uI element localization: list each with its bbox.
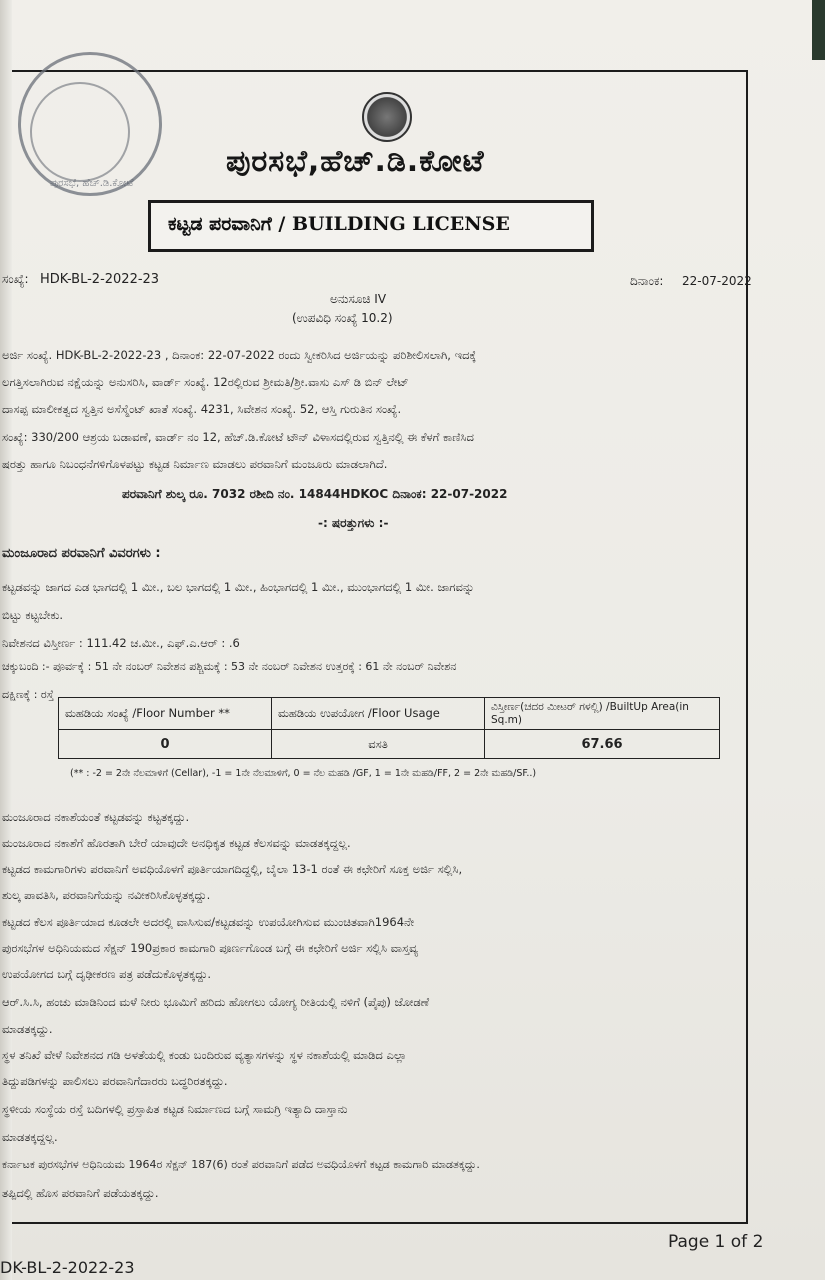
seal-text: ಪುರಸಭೆ, ಹೆಚ್.ಡಿ.ಕೋಟೆ [50,178,134,189]
page-number: Page 1 of 2 [668,1232,764,1252]
table-header: ವಿಸ್ತೀರ್ಣ(ಚದರ ಮೀಟರ್ ಗಳಲ್ಲಿ) /BuiltUp Area(in Sq.m) [485,698,720,730]
details-heading: ಮಂಜೂರಾದ ಪರವಾನಿಗೆ ವಿವರಗಳು : [2,546,161,561]
builtup-area: 67.66 [485,730,720,759]
floor-table-note: (** : -2 = 2ನೇ ನೆಲಮಾಳಿಗೆ (Cellar), -1 = 1ನೇ ನೆಲಮಾಳಿಗೆ, 0 = ನೆಲ ಮಹಡಿ /GF, 1 = 1ನೇ ಮಹಡಿ/FF, 2 = 2ನೇ ಮಹಡಿ/SF..) [70,768,537,779]
table-header: ಮಹಡಿಯ ಸಂಖ್ಯೆ /Floor Number ** [59,698,272,730]
condition-line: ಕಟ್ಟಡದ ಕೆಲಸ ಪೂರ್ತಿಯಾದ ಕೂಡಲೇ ಅದರಲ್ಲಿ ವಾಸಿಸುವ/ಕಟ್ಟಡವನ್ನು ಉಪಯೋಗಿಸುವ ಮುಂಚಿತವಾಗಿ1964ನೇ [2,915,415,929]
table-header-row [59,698,720,730]
table-row [59,730,720,759]
condition-line: ಮಾಡತಕ್ಕದ್ದು. [2,1022,53,1036]
condition-line: ಮಾಡತಕ್ಕದ್ದಲ್ಲ. [2,1130,58,1144]
conditions-heading: -: ಷರತ್ತುಗಳು :- [318,516,389,530]
footer-doc-id: DK-BL-2-2022-23 [0,1258,135,1277]
condition-line: ತಿದ್ದುಪಡಿಗಳನ್ನು ಪಾಲಿಸಲು ಪರವಾನಿಗೆದಾರರು ಬದ್ಧರಿರತಕ್ಕದ್ದು. [2,1074,228,1088]
condition-line: ಉಪಯೋಗದ ಬಗ್ಗೆ ದೃಢೀಕರಣ ಪತ್ರ ಪಡೆದುಕೊಳ್ಳತಕ್ಕದ್ದು. [2,967,212,981]
office-seal-inner-ring [30,82,130,182]
floor-number: 0 [59,730,272,759]
condition-line: ಶುಲ್ಕ ಪಾವತಿಸಿ, ಪರವಾನಿಗೆಯನ್ನು ನವೀಕರಿಸಿಕೊಳ್ಳತಕ್ಕದ್ದು. [2,888,211,902]
body-line: ಸಂಖ್ಯೆ: 330/200 ಆಶ್ರಯ ಬಡಾವಣೆ, ವಾರ್ಡ್ ನಂ 12, ಹೆಚ್.ಡಿ.ಕೋಟೆ ಟೌನ್ ವಿಳಾಸದಲ್ಲಿರುವ ಸ್ವತ್ತಿನಲ್ಲಿ ಈ ಕೆಳಗೆ ಕಾಣಿಸಿದ [2,430,474,444]
condition-line: ಸ್ಥಳ ತನಿಖೆ ವೇಳೆ ನಿವೇಶನದ ಗಡಿ ಅಳತೆಯಲ್ಲಿ ಕಂಡು ಬಂದಿರುವ ವ್ಯತ್ಯಾಸಗಳನ್ನು ಸ್ಥಳ ನಕಾಶೆಯಲ್ಲಿ ಮಾಡಿದ ಎಲ್ಲಾ [2,1048,407,1062]
body-line: ಲಗತ್ತಿಸಲಾಗಿರುವ ನಕ್ಷೆಯನ್ನು ಅನುಸರಿಸಿ, ವಾರ್ಡ್ ಸಂಖ್ಯೆ. 12ರಲ್ಲಿರುವ ಶ್ರೀಮತಿ/ಶ್ರೀ.ವಾಸು ಎಸ್ ಡಿ ಬಿನ್ ಲೇಟ್ [2,375,409,389]
condition-line: ತಪ್ಪಿದಲ್ಲಿ ಹೊಸ ಪರವಾನಿಗೆ ಪಡೆಯತಕ್ಕದ್ದು. [2,1186,159,1200]
municipality-title: ಪುರಸಭೆ,ಹೆಚ್.ಡಿ.ಕೋಟೆ [226,144,485,179]
license-title: ಕಟ್ಟಡ ಪರವಾನಿಗೆ / BUILDING LICENSE [168,213,510,235]
floor-details-table [58,697,720,759]
schedule-title: ಅನುಸೂಚಿ IV [330,292,387,306]
site-area: ನಿವೇಶನದ ವಿಸ್ತೀರ್ಣ : 111.42 ಚ.ಮೀ., ಎಫ್.ಎ.ಆರ್ : .6 [2,636,240,650]
body-line: ದಾಸಪ್ಪ ಮಾಲೀಕತ್ವದ ಸ್ವತ್ತಿನ ಅಸೆಸ್ಮೆಂಟ್ ಖಾತೆ ಸಂಖ್ಯೆ. 4231, ಸಿವೇಶನ ಸಂಖ್ಯೆ. 52, ಆಸ್ತಿ ಗುರುತಿನ ಸಂಖ್ಯೆ. [2,402,402,416]
setback-line: ಕಟ್ಟಡವನ್ನು ಜಾಗದ ಎಡ ಭಾಗದಲ್ಲಿ 1 ಮೀ., ಬಲ ಭಾಗದಲ್ಲಿ 1 ಮೀ., ಹಿಂಭಾಗದಲ್ಲಿ 1 ಮೀ., ಮುಂಭಾಗದಲ್ಲಿ 1 ಮೀ. ಜಾಗವನ್ನು [2,580,475,594]
body-line: ಷರತ್ತು ಹಾಗೂ ನಿಬಂಧನೆಗಳಿಗೊಳಪಟ್ಟು ಕಟ್ಟಡ ನಿರ್ಮಾಣ ಮಾಡಲು ಪರವಾನಿಗೆ ಮಂಜೂರು ಮಾಡಲಾಗಿದೆ. [2,457,388,471]
floor-usage: ವಸತಿ [272,730,485,759]
condition-line: ಮಂಜೂರಾದ ನಕಾಶೆಯಂತೆ ಕಟ್ಟಡವನ್ನು ಕಟ್ಟತಕ್ಕದ್ದು. [2,810,190,824]
ref-prefix: ಸಂಖ್ಯೆ: [2,272,29,286]
condition-line: ಕಟ್ಟಡದ ಕಾಮಗಾರಿಗಳು ಪರವಾನಿಗೆ ಅವಧಿಯೊಳಗೆ ಪೂರ್ತಿಯಾಗದಿದ್ದಲ್ಲಿ, ಬೈಲಾ 13-1 ರಂತೆ ಈ ಕಛೇರಿಗೆ ಸೂಕ್ತ ಅರ್ಜಿ ಸಲ್ಲಿಸಿ, [2,862,463,876]
condition-line: ಆರ್.ಸಿ.ಸಿ, ಹಂಚು ಮಾಡಿನಿಂದ ಮಳೆ ನೀರು ಭೂಮಿಗೆ ಹರಿದು ಹೋಗಲು ಯೋಗ್ಯ ರೀತಿಯಲ್ಲಿ ನಳಿಗೆ (ಪೈಪು) ಜೋಡಣೆ [2,995,430,1009]
background-corner [812,0,825,60]
table-header: ಮಹಡಿಯ ಉಪಯೋಗ /Floor Usage [272,698,485,730]
condition-line: ಪುರಸಭೆಗಳ ಅಧಿನಿಯಮದ ಸೆಕ್ಷನ್ 190ಪ್ರಕಾರ ಕಾಮಗಾರಿ ಪೂರ್ಣಗೊಂಡ ಬಗ್ಗೆ ಈ ಕಛೇರಿಗೆ ಅರ್ಜಿ ಸಲ್ಲಿಸಿ ವಾಸ್ತವ್ಯ [2,941,419,955]
karnataka-emblem-icon [362,92,412,142]
condition-line: ಸ್ಥಳೀಯ ಸಂಸ್ಥೆಯ ರಸ್ತೆ ಬದಿಗಳಲ್ಲಿ ಪ್ರಸ್ತಾಪಿತ ಕಟ್ಟಡ ನಿರ್ಮಾಣದ ಬಗ್ಗೆ ಸಾಮಗ್ರಿ ಇತ್ಯಾದಿ ದಾಸ್ತಾನು [2,1102,348,1116]
setback-line-2: ಬಿಟ್ಟು ಕಟ್ಟಬೇಕು. [2,608,64,622]
schedule-subtitle: (ಉಪವಿಧಿ ಸಂಖ್ಯೆ 10.2) [292,311,393,325]
body-line: ಅರ್ಜಿ ಸಂಖ್ಯೆ. HDK-BL-2-2022-23 , ದಿನಾಂಕ: 22-07-2022 ರಂದು ಸ್ವೀಕರಿಸಿದ ಅರ್ಜಿಯನ್ನು ಪರಿಶೀಲಿಸಲಾಗಿ, ಇದಕ್ಕೆ [2,348,477,362]
ref-number: HDK-BL-2-2022-23 [40,272,160,287]
date-label: ದಿನಾಂಕ: [630,274,664,288]
fee-line: ಪರವಾನಿಗೆ ಶುಲ್ಕ ರೂ. 7032 ರಶೀದಿ ನಂ. 14844HDKOC ದಿನಾಂಕ: 22-07-2022 [122,487,508,501]
boundaries: ಚಕ್ಕುಬಂದಿ :- ಪೂರ್ವಕ್ಕೆ : 51 ನೇ ನಂಬರ್ ನಿವೇಶನ ಪಶ್ಚಿಮಕ್ಕೆ : 53 ನೇ ನಂಬರ್ ನಿವೇಶನ ಉತ್ತರಕ್ಕೆ : 61 ನೇ ನಂಬರ್ ನಿವೇಶನ [2,660,457,673]
south-boundary: ದಕ್ಷಿಣಕ್ಕೆ : ರಸ್ತೆ [2,688,54,701]
condition-line: ಕರ್ನಾಟಕ ಪುರಸಭೆಗಳ ಅಧಿನಿಯಮ 1964ರ ಸೆಕ್ಷನ್ 187(6) ರಂತೆ ಪರವಾನಿಗೆ ಪಡೆದ ಅವಧಿಯೊಳಗೆ ಕಟ್ಟಡ ಕಾಮಗಾರಿ ಮಾಡತಕ್ಕದ್ದು. [2,1158,480,1171]
condition-line: ಮಂಜೂರಾದ ನಕಾಶೆಗೆ ಹೊರತಾಗಿ ಬೇರೆ ಯಾವುದೇ ಅನಧಿಕೃತ ಕಟ್ಟಡ ಕೆಲಸವನ್ನು ಮಾಡತಕ್ಕದ್ದಲ್ಲ. [2,836,351,850]
date-value: 22-07-2022 [682,274,752,288]
